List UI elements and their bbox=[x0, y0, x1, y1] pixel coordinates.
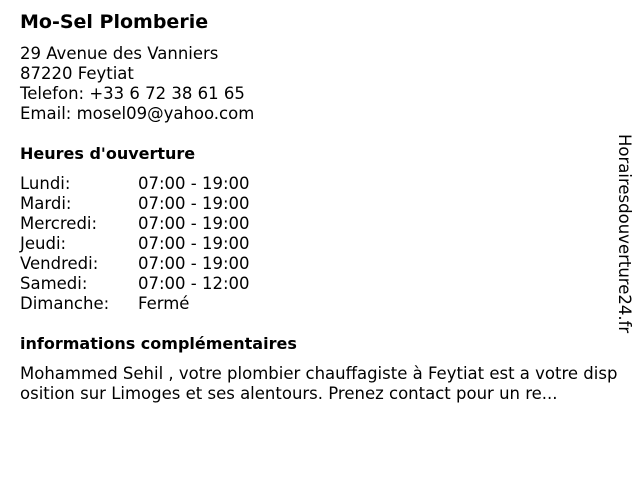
hours-row bbox=[20, 174, 250, 194]
day-label: Jeudi: bbox=[20, 234, 67, 253]
hours-row bbox=[20, 194, 250, 214]
email-address: Email: mosel09@yahoo.com bbox=[20, 104, 255, 123]
day-hours: 07:00 - 19:00 bbox=[138, 174, 250, 193]
business-description: Mohammed Sehil , votre plombier chauffagiste à Feytiat est a votre disposition sur Limoges et ses alentours. Prenez contact pour un re... bbox=[20, 364, 618, 403]
day-hours: 07:00 - 19:00 bbox=[138, 234, 250, 253]
day-label: Lundi: bbox=[20, 174, 71, 193]
day-hours: Fermé bbox=[138, 294, 190, 313]
opening-hours-table bbox=[20, 174, 250, 314]
hours-row bbox=[20, 274, 250, 294]
day-label: Mardi: bbox=[20, 194, 72, 213]
hours-row bbox=[20, 294, 250, 314]
address-street: 29 Avenue des Vanniers bbox=[20, 44, 219, 63]
hours-row bbox=[20, 214, 250, 234]
info-heading: informations complémentaires bbox=[20, 334, 297, 353]
day-label: Mercredi: bbox=[20, 214, 98, 233]
day-label: Dimanche: bbox=[20, 294, 110, 313]
day-hours: 07:00 - 19:00 bbox=[138, 254, 250, 273]
site-watermark: Horairesdouverture24.fr bbox=[615, 134, 634, 334]
day-label: Samedi: bbox=[20, 274, 88, 293]
business-name: Mo-Sel Plomberie bbox=[20, 11, 209, 33]
hours-row bbox=[20, 254, 250, 274]
hours-row bbox=[20, 234, 250, 254]
day-hours: 07:00 - 19:00 bbox=[138, 214, 250, 233]
day-hours: 07:00 - 19:00 bbox=[138, 194, 250, 213]
hours-heading: Heures d'ouverture bbox=[20, 144, 196, 163]
day-hours: 07:00 - 12:00 bbox=[138, 274, 250, 293]
day-label: Vendredi: bbox=[20, 254, 99, 273]
address-city: 87220 Feytiat bbox=[20, 64, 134, 83]
phone-number: Telefon: +33 6 72 38 61 65 bbox=[20, 84, 245, 103]
contact-block bbox=[20, 44, 254, 124]
